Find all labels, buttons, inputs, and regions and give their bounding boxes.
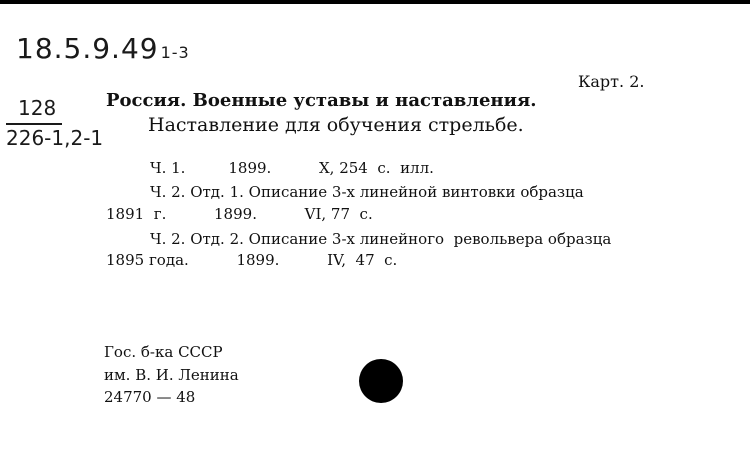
entry-3-line-1: Ч. 2. Отд. 2. Описание 3-х линейного револьвера образца <box>150 230 612 248</box>
library-print-number: 24770 — 48 <box>104 388 196 406</box>
entry-2-line-1: Ч. 2. Отд. 1. Описание 3-х линейной винтовки образца <box>150 183 584 201</box>
heading: Россия. Военные уставы и наставления. <box>106 90 537 111</box>
punch-hole <box>359 359 403 403</box>
shelfmark-main: 18.5.9.49 <box>16 32 159 65</box>
card-number: Карт. 2. <box>578 72 645 91</box>
top-edge <box>0 0 750 4</box>
entry-3-line-2: 1895 года. 1899. IV, 47 с. <box>106 251 398 269</box>
entry-2-line-2: 1891 г. 1899. VI, 77 с. <box>106 205 373 223</box>
library-name: Гос. б-ка СССР <box>104 343 223 361</box>
shelfmark-suffix: 1-3 <box>160 43 190 62</box>
call-number-bottom: 226-1,2-1 <box>6 126 104 150</box>
call-number-top: 128 <box>18 96 57 120</box>
title: Наставление для обучения стрельбе. <box>148 114 524 136</box>
library-named-after: им. В. И. Ленина <box>104 366 239 384</box>
shelfmark <box>16 32 190 65</box>
call-number-divider <box>6 123 62 125</box>
entry-1-line-1: Ч. 1. 1899. X, 254 с. илл. <box>150 159 434 177</box>
